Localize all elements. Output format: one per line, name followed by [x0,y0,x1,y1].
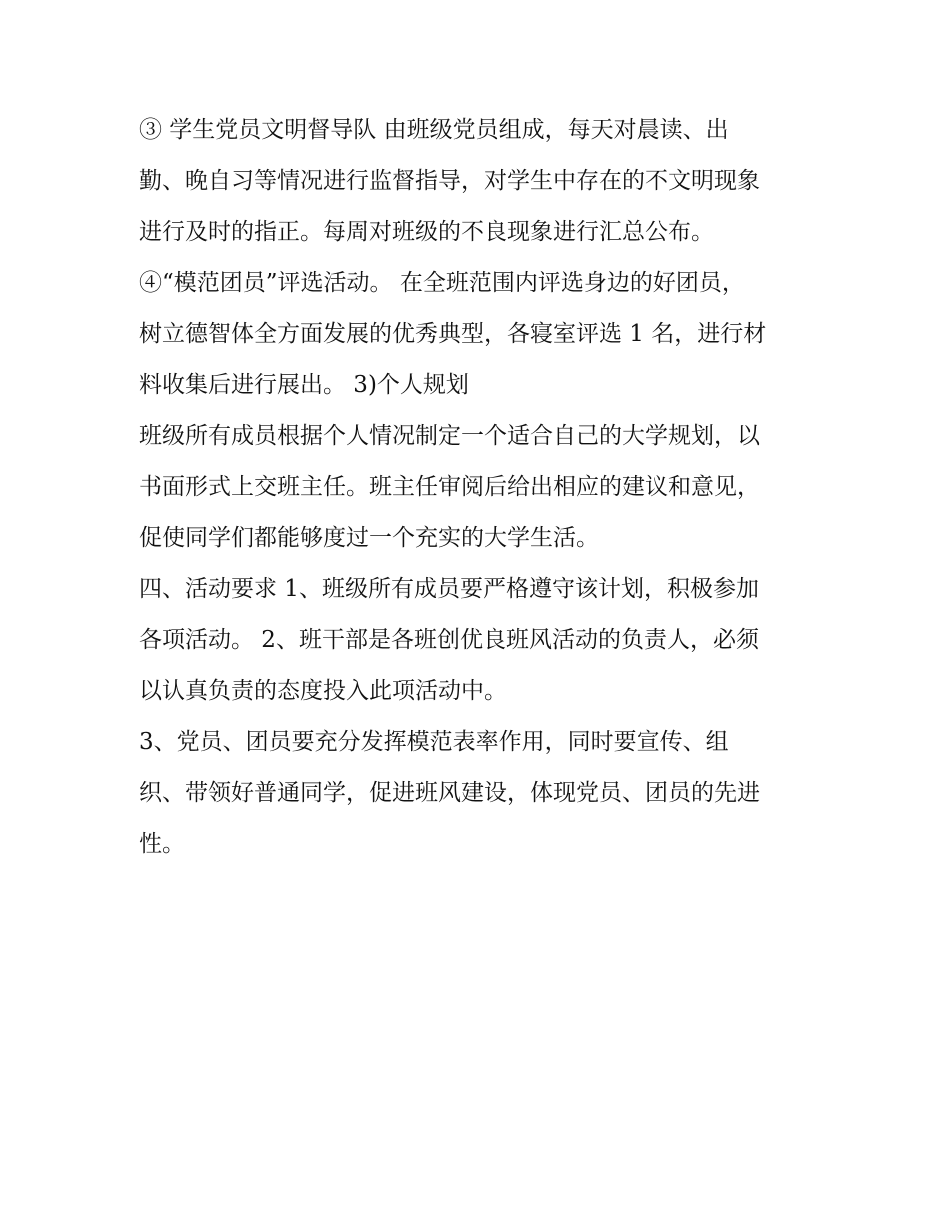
text-line-3: 进行及时的指正。每周对班级的不良现象进行汇总公布。 [139,219,714,245]
document-text [139,108,819,873]
text-line-7: 班级所有成员根据个人情况制定一个适合自己的大学规划，以 [139,423,760,449]
text-line-2: 勤、晚自习等情况进行监督指导，对学生中存在的不文明现象 [139,168,760,194]
text-line-4: ④“模范团员”评选活动。 在全班范围内评选身边的好团员， [139,270,745,296]
text-line-13: 3、党员、团员要充分发挥模范表率作用，同时要宣传、组 [139,729,729,755]
text-line-15: 性。 [139,831,185,857]
text-line-11: 各项活动。 2、班干部是各班创优良班风活动的负责人，必须 [139,627,759,653]
text-line-5: 树立德智体全方面发展的优秀典型，各寝室评选 1 名，进行材 [139,321,767,347]
text-line-1: ③ 学生党员文明督导队 由班级党员组成，每天对晨读、出 [139,117,729,143]
text-line-9: 促使同学们都能够度过一个充实的大学生活。 [139,525,599,551]
text-line-12: 以认真负责的态度投入此项活动中。 [139,678,507,704]
text-line-10: 四、活动要求 1、班级所有成员要严格遵守该计划，积极参加 [139,576,759,602]
text-line-8: 书面形式上交班主任。班主任审阅后给出相应的建议和意见， [139,474,760,500]
text-line-6: 料收集后进行展出。 3)个人规划 [139,372,469,398]
text-line-14: 织、带领好普通同学，促进班风建设，体现党员、团员的先进 [139,780,760,806]
